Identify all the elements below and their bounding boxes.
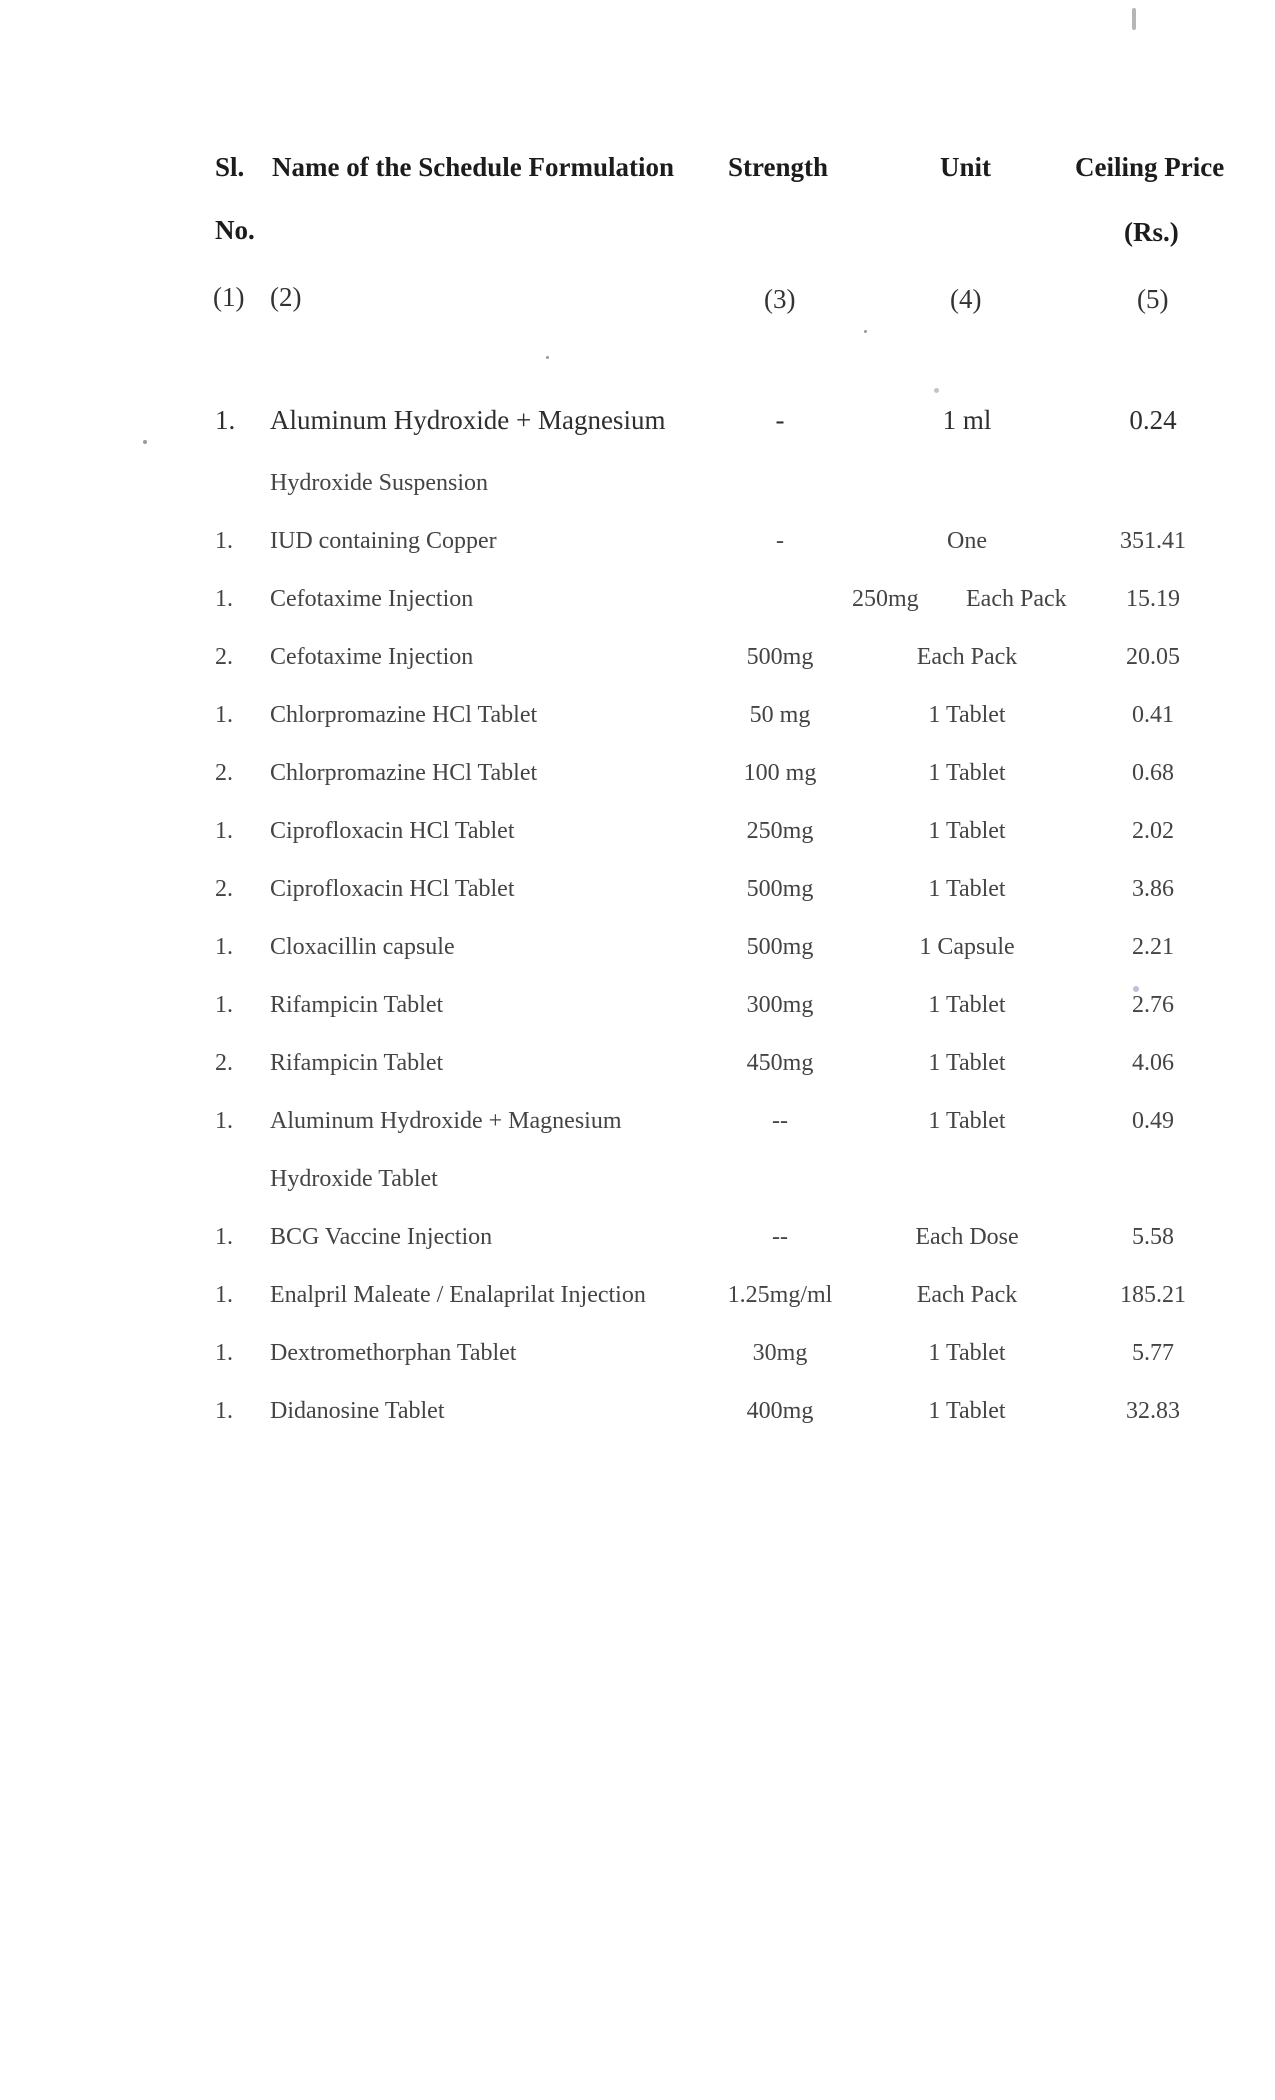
scan-mark: [934, 388, 939, 393]
row-name-continuation: Hydroxide Tablet: [270, 1166, 438, 1192]
table-row: [0, 934, 1275, 974]
row-sl: 1.: [215, 702, 233, 728]
table-row: [0, 405, 1275, 445]
row-price: 2.02: [1132, 818, 1174, 844]
row-price: 20.05: [1126, 644, 1180, 670]
row-price: 2.76: [1132, 992, 1174, 1018]
row-price: 185.21: [1120, 1282, 1186, 1308]
row-name: Cefotaxime Injection: [270, 586, 474, 612]
row-unit: 1 Tablet: [928, 876, 1006, 902]
table-row: [0, 818, 1275, 858]
row-sl: 2.: [215, 644, 233, 670]
row-unit: 1 Tablet: [928, 1050, 1006, 1076]
scan-mark: [864, 330, 867, 333]
row-strength: 500mg: [746, 876, 814, 902]
row-price: 2.21: [1132, 934, 1174, 960]
row-strength: -: [776, 528, 784, 554]
row-sl: 1.: [215, 1108, 233, 1134]
header-sl: Sl.: [215, 152, 245, 182]
row-price: 32.83: [1126, 1398, 1180, 1424]
header-strength: Strength: [728, 152, 829, 182]
table-row: [0, 992, 1275, 1032]
row-strength: 400mg: [746, 1398, 814, 1424]
row-strength: 1.25mg/ml: [727, 1282, 833, 1308]
row-name: IUD containing Copper: [270, 528, 497, 554]
row-unit: 1 Tablet: [928, 818, 1006, 844]
row-sl: 1.: [215, 1398, 233, 1424]
table-row: [0, 1282, 1275, 1322]
row-name: Cloxacillin capsule: [270, 934, 455, 960]
table-row: [0, 1050, 1275, 1090]
table-row: [0, 586, 1275, 626]
header-price: Ceiling Price: [1075, 152, 1225, 182]
row-sl: 1.: [215, 934, 233, 960]
row-unit: 1 Tablet: [928, 760, 1006, 786]
row-name: Rifampicin Tablet: [270, 992, 444, 1018]
row-price: 3.86: [1132, 876, 1174, 902]
row-price: 0.41: [1132, 702, 1174, 728]
header-name: Name of the Schedule Formulation: [272, 152, 674, 182]
table-row: [0, 1398, 1275, 1438]
row-strength: 250mg: [746, 818, 814, 844]
row-unit: 1 Tablet: [928, 1398, 1006, 1424]
row-unit: Each Dose: [915, 1224, 1019, 1250]
row-strength: 30mg: [752, 1340, 808, 1366]
row-sl: 2.: [215, 1050, 233, 1076]
header-price-unit: (Rs.): [1124, 217, 1179, 247]
column-number: (2): [270, 282, 302, 312]
row-sl: 1.: [215, 405, 236, 435]
row-unit: Each Pack: [916, 644, 1018, 670]
table-row: [0, 876, 1275, 916]
row-name: Enalpril Maleate / Enalaprilat Injection: [270, 1282, 646, 1308]
row-sl: 1.: [215, 1282, 233, 1308]
row-name: BCG Vaccine Injection: [270, 1224, 493, 1250]
row-price: 0.68: [1132, 760, 1174, 786]
header-no: No.: [215, 215, 255, 245]
row-strength: --: [772, 1224, 788, 1250]
scan-mark: [546, 356, 549, 359]
row-unit: 1 Tablet: [928, 992, 1006, 1018]
row-name: Aluminum Hydroxide + Magnesium: [270, 1108, 622, 1134]
row-unit: Each Pack: [916, 1282, 1018, 1308]
row-unit: 1 ml: [942, 405, 992, 435]
row-sl: 1.: [215, 1224, 233, 1250]
row-strength: 300mg: [746, 992, 814, 1018]
row-name: Dextromethorphan Tablet: [270, 1340, 517, 1366]
row-sl: 1.: [215, 818, 233, 844]
column-number: (5): [1137, 284, 1169, 314]
row-strength: 500mg: [746, 934, 814, 960]
row-price: 5.58: [1132, 1224, 1174, 1250]
row-unit: 1 Tablet: [928, 1340, 1006, 1366]
row-strength: 500mg: [746, 644, 814, 670]
row-sl: 1.: [215, 586, 233, 612]
column-number: (1): [213, 282, 245, 312]
row-sl: 2.: [215, 876, 233, 902]
row-name: Chlorpromazine HCl Tablet: [270, 760, 538, 786]
row-sl: 2.: [215, 760, 233, 786]
table-row: [0, 528, 1275, 568]
row-sl: 1.: [215, 528, 233, 554]
table-row: [0, 760, 1275, 800]
row-name: Didanosine Tablet: [270, 1398, 445, 1424]
column-number: (4): [950, 284, 982, 314]
row-name: Cefotaxime Injection: [270, 644, 474, 670]
row-unit: 1 Tablet: [928, 1108, 1006, 1134]
row-price: 351.41: [1120, 528, 1186, 554]
row-price: 0.24: [1129, 405, 1177, 435]
row-name-continuation: Hydroxide Suspension: [270, 470, 488, 496]
table-row: [0, 644, 1275, 684]
row-strength: 250mg: [852, 586, 919, 612]
row-strength: 100 mg: [743, 760, 817, 786]
row-price: 0.49: [1132, 1108, 1174, 1134]
row-name: Ciprofloxacin HCl Tablet: [270, 818, 515, 844]
row-name: Rifampicin Tablet: [270, 1050, 444, 1076]
table-row: [0, 1108, 1275, 1148]
column-number: (3): [764, 284, 796, 314]
scan-mark: [143, 440, 147, 444]
row-price: 5.77: [1132, 1340, 1174, 1366]
row-name: Aluminum Hydroxide + Magnesium: [270, 405, 666, 435]
row-unit: 1 Tablet: [928, 702, 1006, 728]
row-unit: Each Pack: [966, 586, 1067, 612]
row-unit: One: [947, 528, 987, 554]
row-strength: --: [772, 1108, 788, 1134]
table-row: [0, 702, 1275, 742]
header-unit: Unit: [940, 152, 992, 182]
scan-mark: [1133, 986, 1139, 992]
row-price: 4.06: [1132, 1050, 1174, 1076]
row-name: Ciprofloxacin HCl Tablet: [270, 876, 515, 902]
row-price: 15.19: [1126, 586, 1180, 612]
scan-mark: [1132, 8, 1136, 30]
row-unit: 1 Capsule: [919, 934, 1015, 960]
table-row: [0, 1340, 1275, 1380]
row-strength: 50 mg: [749, 702, 811, 728]
row-strength: 450mg: [746, 1050, 814, 1076]
row-sl: 1.: [215, 992, 233, 1018]
row-sl: 1.: [215, 1340, 233, 1366]
table-row: [0, 1224, 1275, 1264]
row-name: Chlorpromazine HCl Tablet: [270, 702, 538, 728]
row-strength: -: [775, 405, 785, 435]
